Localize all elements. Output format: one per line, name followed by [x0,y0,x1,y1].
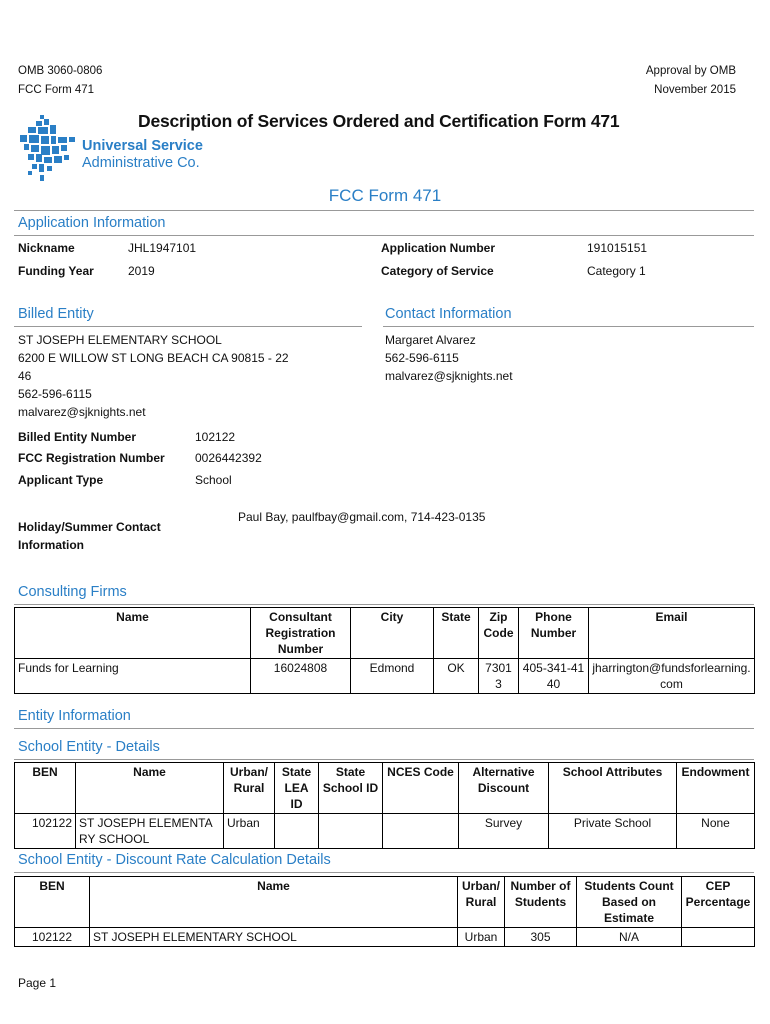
consulting-firms-table [14,607,755,694]
divider [14,759,754,760]
ben-value: 102122 [195,430,236,444]
omb-number: OMB 3060-0806 [18,65,103,77]
divider [14,326,362,327]
discount-rate-table [14,876,755,947]
billed-entity-address1: 6200 E WILLOW ST LONG BEACH CA 90815 - 22 [18,351,289,365]
table-cell [682,928,755,947]
table-cell: ST JOSEPH ELEMENTARY SCHOOL [76,814,224,849]
table-cell [275,814,319,849]
form-number: FCC Form 471 [18,84,95,96]
column-header: Name [90,877,458,928]
school-details-section-title: School Entity - Details [18,739,160,755]
table-cell: 305 [505,928,577,947]
logo-text [82,138,203,172]
table-cell: ST JOSEPH ELEMENTARY SCHOOL [90,928,458,947]
table-cell: 16024808 [251,659,351,694]
table-header-row [15,608,755,659]
column-header: State LEA ID [275,763,319,814]
table-row [15,928,755,947]
fcc-registration-label: FCC Registration Number [18,451,165,465]
school-details-table [14,762,755,849]
holiday-label-line1: Holiday/Summer Contact [18,520,161,534]
ben-label: Billed Entity Number [18,430,137,444]
table-cell: None [677,814,755,849]
billed-entity-block [18,331,289,421]
table-cell: 102122 [15,928,90,947]
column-header: Zip Code [479,608,519,659]
application-number-value: 191015151 [587,241,648,255]
column-header: BEN [15,877,90,928]
nickname-label: Nickname [18,241,75,255]
applicant-type-label: Applicant Type [18,473,104,487]
table-cell: OK [434,659,479,694]
column-header: Name [15,608,251,659]
column-header: Email [589,608,755,659]
column-header: Phone Number [519,608,589,659]
divider [14,872,754,873]
applicant-type-value: School [195,473,232,487]
table-cell: Urban [224,814,275,849]
header-right [646,62,736,100]
billed-entity-section-title: Billed Entity [18,306,94,322]
table-row [15,659,755,694]
form-title: FCC Form 471 [328,186,442,205]
funding-year-label: Funding Year [18,264,94,278]
entity-info-title: Entity Information [18,708,131,724]
divider [14,235,754,236]
billed-entity-phone: 562-596-6115 [18,387,92,401]
column-header: Endowment [677,763,755,814]
discount-section-title: School Entity - Discount Rate Calculation Details [18,852,331,868]
document-title: Description of Services Ordered and Certification Form 471 [138,111,620,131]
consulting-section-title: Consulting Firms [18,584,127,600]
column-header: Alternative Discount [459,763,549,814]
table-cell: Funds for Learning [15,659,251,694]
divider [383,326,754,327]
column-header: State [434,608,479,659]
column-header: State School ID [319,763,383,814]
table-cell: Private School [549,814,677,849]
table-cell: 73013 [479,659,519,694]
table-cell: 102122 [15,814,76,849]
table-cell: Urban [458,928,505,947]
divider [14,728,754,729]
column-header: School Attributes [549,763,677,814]
contact-phone: 562-596-6115 [385,351,459,365]
approval-text: Approval by OMB [645,65,736,77]
holiday-contact-label [18,518,161,554]
application-number-label: Application Number [381,241,496,255]
billed-entity-name: ST JOSEPH ELEMENTARY SCHOOL [18,333,222,347]
billed-entity-email: malvarez@sjknights.net [18,405,146,419]
application-section-title: Application Information [18,215,166,231]
table-header-row [15,763,755,814]
fcc-registration-value: 0026442392 [195,451,262,465]
column-header: Urban/ Rural [458,877,505,928]
contact-name: Margaret Alvarez [385,333,476,347]
contact-email: malvarez@sjknights.net [385,369,513,383]
divider [14,210,754,211]
column-header: BEN [15,763,76,814]
holiday-contact-value: Paul Bay, paulfbay@gmail.com, 714-423-0135 [238,510,486,524]
header-left [18,62,102,100]
billed-entity-address2: 46 [18,369,32,383]
table-cell [319,814,383,849]
column-header: Name [76,763,224,814]
column-header: Number of Students [505,877,577,928]
table-cell: N/A [577,928,682,947]
column-header: Urban/ Rural [224,763,275,814]
divider [14,604,754,605]
holiday-label-line2: Information [18,538,84,552]
funding-year-value: 2019 [128,264,155,278]
column-header: Consultant Registration Number [251,608,351,659]
column-header: City [351,608,434,659]
table-cell: Edmond [351,659,434,694]
contact-block [385,331,513,385]
category-label: Category of Service [381,264,494,278]
contact-section-title: Contact Information [385,306,512,322]
table-cell: Survey [459,814,549,849]
logo-line1: Universal Service [82,138,203,154]
table-header-row [15,877,755,928]
logo-line2: Administrative Co. [82,155,200,171]
category-value: Category 1 [587,264,646,278]
table-row [15,814,755,849]
nickname-value: JHL1947101 [128,241,197,255]
table-cell [383,814,459,849]
approval-date: November 2015 [654,84,736,96]
table-cell: jharrington@fundsforlearning.com [589,659,755,694]
column-header: CEP Percentage [682,877,755,928]
table-cell: 405-341-4140 [519,659,589,694]
column-header: Students Count Based on Estimate [577,877,682,928]
column-header: NCES Code [383,763,459,814]
page-number: Page 1 [18,976,57,990]
